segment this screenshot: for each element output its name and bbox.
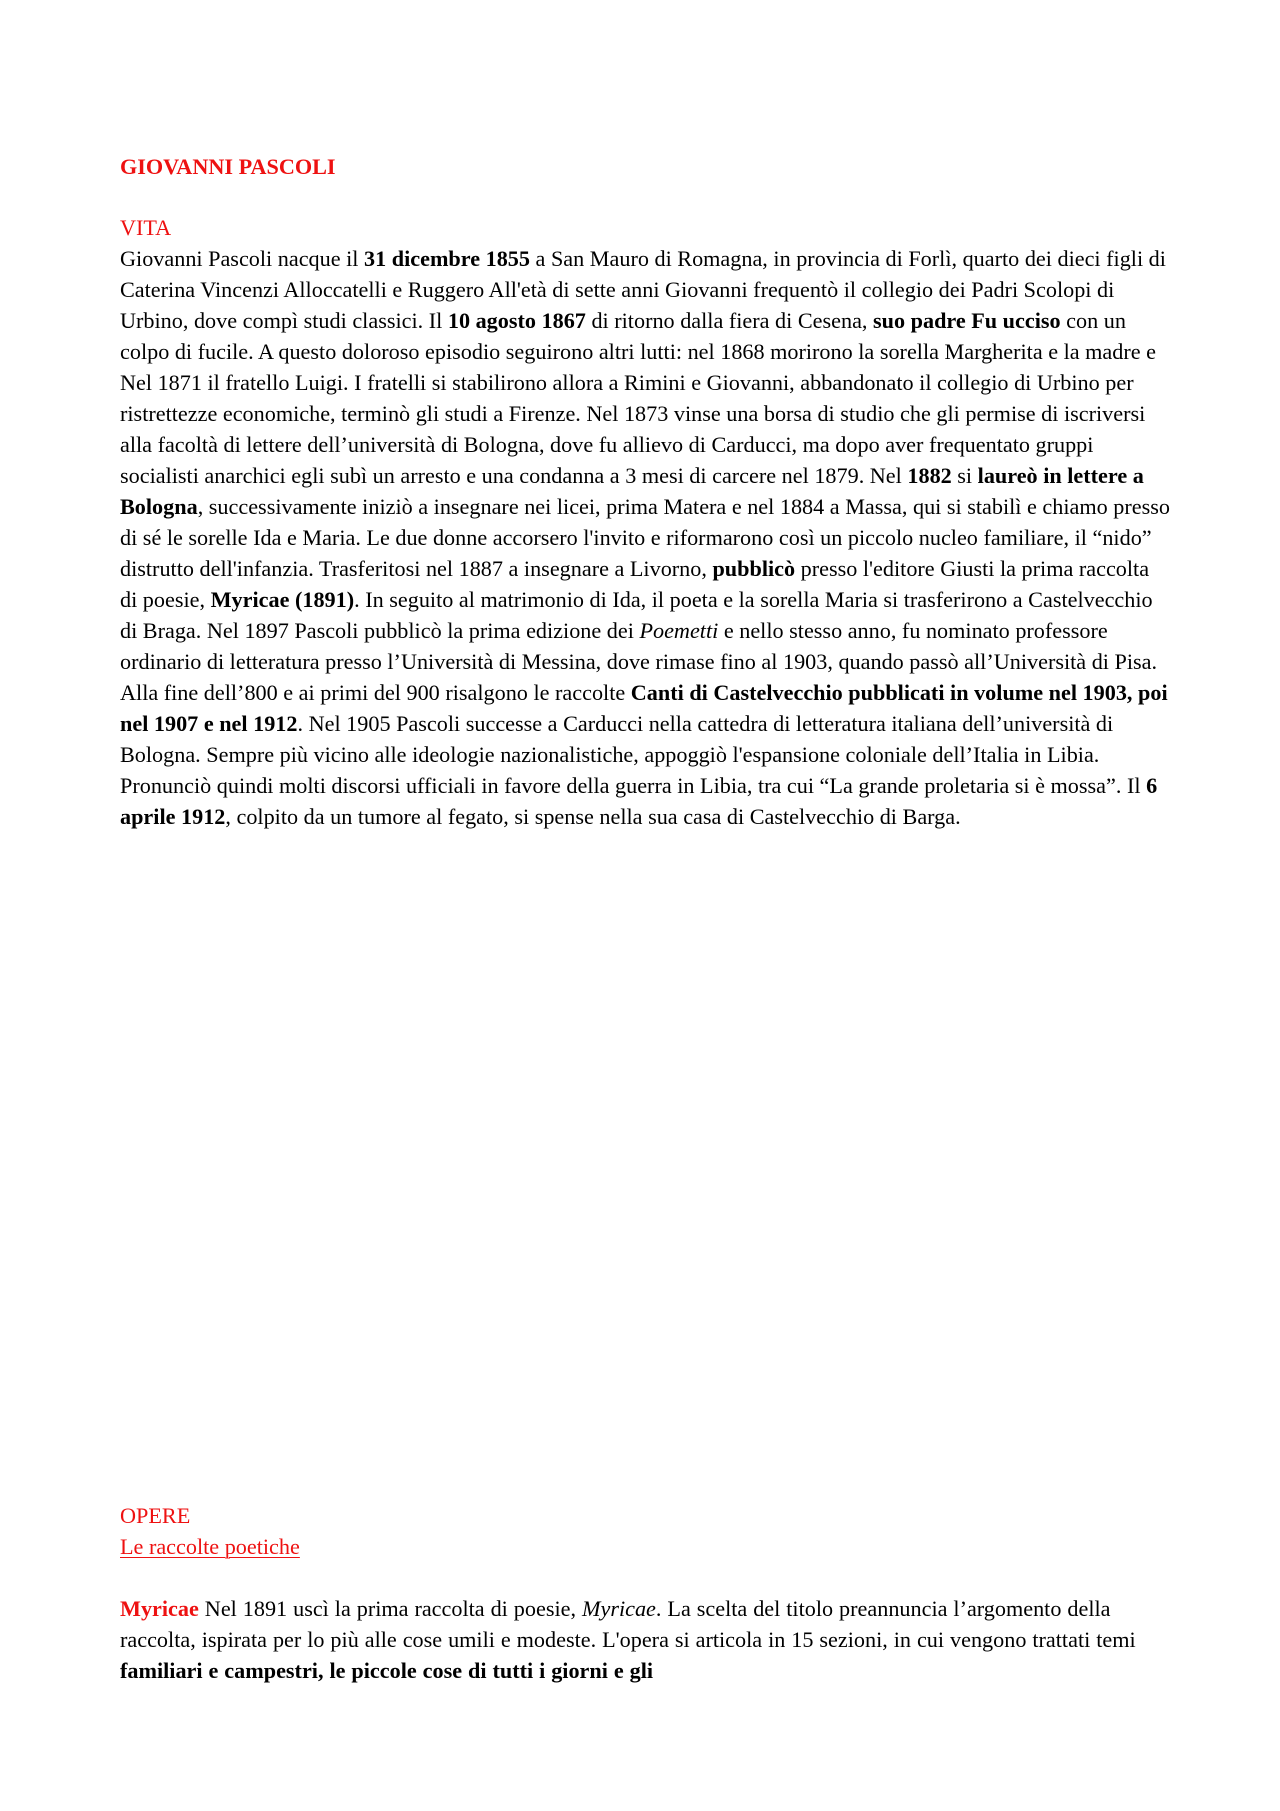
text-run: . La scelta del titolo preannuncia l’argomento della raccolta, ispirata per lo più alle cose umili e modeste. L'opera si articola in 15 sezioni, in cui vengono trattati temi <box>120 1596 1136 1652</box>
text-run: , successivamente iniziò a insegnare nei licei, prima Matera e nel 1884 a Massa, qui si stabilì e chiamo presso di sé le sorelle Ida e Maria. Le due donne accorsero l'invito e riformarono così un piccolo nucleo familiare, il “nido” distrutto dell'infanzia. Trasferitosi nel 1887 a insegnare a Livorno, <box>120 494 1170 581</box>
text-run: si <box>951 463 978 488</box>
myricae-label: Myricae <box>120 1596 199 1621</box>
text-run: , colpito da un tumore al fegato, si spense nella sua casa di Castelvecchio di Barga. <box>225 804 961 829</box>
bold-text-run: Canti di Castelvecchio pubblicati in volume nel 1903, poi nel 1907 e nel 1912 <box>120 680 1168 736</box>
bold-text-run: suo padre Fu ucciso <box>873 308 1061 333</box>
text-run: . Nel 1905 Pascoli successe a Carducci nella cattedra di letteratura italiana dell’università di Bologna. Sempre più vicino alle ideologie nazionalistiche, appoggiò l'espansione coloniale dell’Italia in Libia. Pronunciò quindi molti discorsi ufficiali in favore della guerra in Libia, tra cui “La grande proletaria si è mossa”. Il <box>120 711 1147 798</box>
bold-text-run: 31 dicembre 1855 <box>364 246 530 271</box>
italic-text-run: Poemetti <box>639 618 719 643</box>
bold-text-run: 10 agosto 1867 <box>447 308 586 333</box>
bold-text-run: pubblicò <box>712 556 796 581</box>
text-run: . In seguito al matrimonio di Ida, il poeta e la sorella Maria si trasferirono a Castelvecchio di Braga. Nel 1897 Pascoli pubblicò la prima edizione dei <box>120 587 1153 643</box>
subheading-text: Le raccolte poetiche <box>120 1534 300 1559</box>
text-run: presso l'editore Giusti la prima raccolta di poesie, <box>120 556 1150 612</box>
bold-text-run: 6 aprile 1912 <box>120 773 1158 829</box>
section-heading-opere: OPERE <box>120 1503 191 1528</box>
myricae-text <box>120 1596 1136 1683</box>
bold-text-run: familiari e campestri, le piccole cose di tutti i giorni e gli <box>120 1658 654 1683</box>
document-title: GIOVANNI PASCOLI <box>120 154 336 179</box>
bold-text-run: laureò in lettere a Bologna <box>120 463 1144 519</box>
text-run: Nel 1891 uscì la prima raccolta di poesie, <box>198 1596 582 1621</box>
bold-text-run: Myricae (1891) <box>210 587 355 612</box>
italic-text-run: Myricae <box>581 1596 656 1621</box>
text-run: di ritorno dalla fiera di Cesena, <box>585 308 874 333</box>
text-run: a San Mauro di Romagna, in provincia di Forlì, quarto dei dieci figli di Caterina Vincenzi Alloccatelli e Ruggero All'età di sette anni Giovanni frequentò il collegio dei Padri Scolopi di Urbino, dove compì studi classici. Il <box>120 246 1166 333</box>
text-run: Giovanni Pascoli nacque il <box>120 246 365 271</box>
text-run: e nello stesso anno, fu nominato professore ordinario di letteratura presso l’Università di Messina, dove rimase fino al 1903, quando passò all’Università di Pisa. Alla fine dell’800 e ai primi del 900 risalgono le raccolte <box>120 618 1158 705</box>
vita-paragraph <box>120 243 1170 832</box>
bold-text-run: 1882 <box>907 463 952 488</box>
subheading-raccolte-poetiche <box>120 1531 1170 1562</box>
myricae-paragraph <box>120 1593 1170 1686</box>
section-heading-vita: VITA <box>120 215 172 240</box>
text-run: con un colpo di fucile. A questo doloroso episodio seguirono altri lutti: nel 1868 morirono la sorella Margherita e la madre e Nel 1871 il fratello Luigi. I fratelli si stabilirono allora a Rimini e Giovanni, abbandonato il collegio di Urbino per ristrettezze economiche, terminò gli studi a Firenze. Nel 1873 vinse una borsa di studio che gli permise di iscriversi alla facoltà di lettere dell’università di Bologna, dove fu allievo di Carducci, ma dopo aver frequentato gruppi socialisti anarchici egli subì un arresto e una condanna a 3 mesi di carcere nel 1879. Nel <box>120 308 1157 488</box>
